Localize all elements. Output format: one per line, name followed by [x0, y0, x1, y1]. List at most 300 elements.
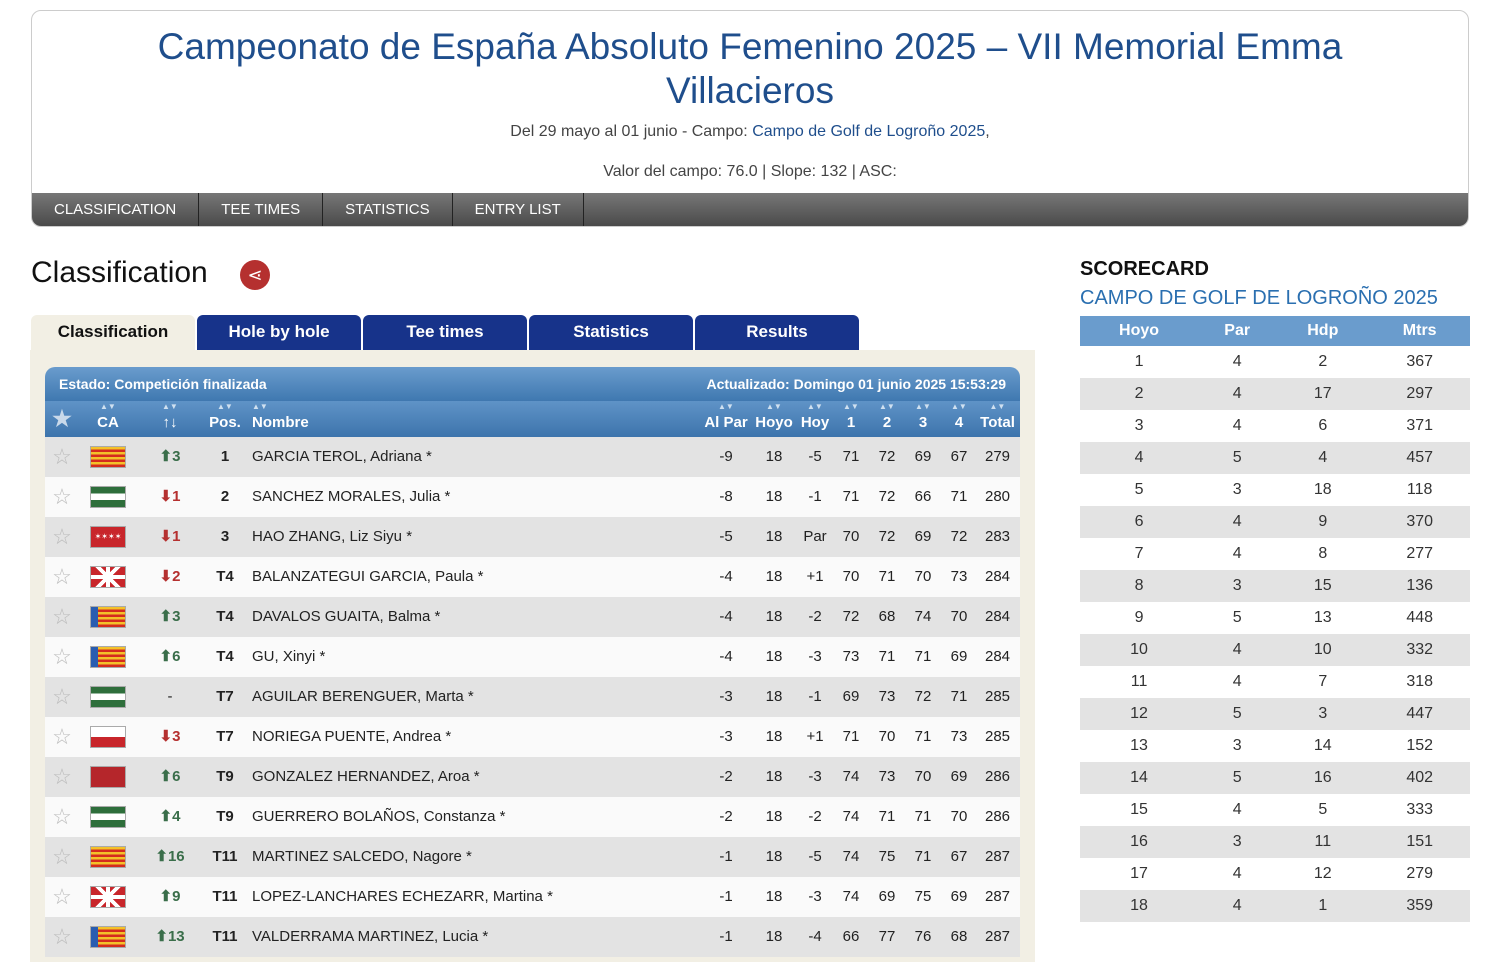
scorecard-cell: 9	[1276, 506, 1369, 538]
cell-r1: 71	[842, 488, 860, 505]
table-row[interactable]	[45, 717, 1020, 757]
scorecard-row	[1080, 506, 1470, 538]
scorecard-cell: 136	[1369, 570, 1470, 602]
scorecard-cell: 16	[1080, 826, 1198, 858]
position-change: ⬆3	[159, 448, 181, 465]
leaderboard-table	[45, 367, 1020, 957]
table-row[interactable]	[45, 437, 1020, 477]
table-row[interactable]	[45, 477, 1020, 517]
position-change: ⬆13	[155, 928, 185, 945]
scorecard-cell: 332	[1369, 634, 1470, 666]
cell-topar: -4	[719, 568, 733, 585]
tabs	[31, 315, 859, 351]
cell-topar: -3	[719, 688, 733, 705]
scorecard-cell: 1	[1276, 890, 1369, 922]
sort-icon[interactable]: ▲▼	[843, 402, 859, 411]
favorite-star-icon[interactable]: ☆	[52, 844, 72, 869]
position-change: ⬇3	[159, 728, 181, 745]
tab-results[interactable]: Results	[695, 315, 859, 351]
scorecard-cell: 8	[1080, 570, 1198, 602]
favorite-star-icon[interactable]: ☆	[52, 484, 72, 509]
tab-classification[interactable]: Classification	[31, 315, 195, 351]
move-value: 3	[172, 448, 181, 465]
scorecard-cell: 4	[1232, 417, 1242, 434]
table-row[interactable]	[45, 637, 1020, 677]
scorecard-cell: 6	[1318, 417, 1328, 434]
scorecard-table	[1080, 316, 1470, 922]
region-flag-icon	[90, 846, 126, 868]
scorecard-cell: 457	[1369, 442, 1470, 474]
scorecard-header: Hdp	[1276, 316, 1369, 346]
region-flag-icon	[90, 686, 126, 708]
cell-name[interactable]: NORIEGA PUENTE, Andrea *	[252, 728, 452, 745]
col-topar[interactable]: Al Par	[704, 414, 748, 431]
position-change: ⬆3	[159, 608, 181, 625]
scorecard-cell: 151	[1369, 826, 1470, 858]
share-icon[interactable]: ⋖	[240, 260, 270, 290]
scorecard-cell: 17	[1130, 865, 1148, 882]
scorecard-row	[1080, 346, 1470, 378]
cell-r1: 72	[842, 608, 860, 625]
scorecard-cell: 14	[1080, 762, 1198, 794]
cell-topar: -4	[719, 648, 733, 665]
sort-icon[interactable]: ▲▼	[879, 402, 895, 411]
scorecard-cell: 4	[1080, 442, 1198, 474]
scorecard-row	[1080, 698, 1470, 730]
cell-hole: 18	[765, 528, 783, 545]
scorecard-cell: 4	[1232, 545, 1242, 562]
position-change: ⬆9	[159, 888, 181, 905]
col-name[interactable]: Nombre	[252, 414, 309, 431]
cell-name[interactable]: GU, Xinyi *	[252, 648, 326, 665]
cell-r4: 71	[950, 688, 968, 705]
scorecard	[1080, 258, 1470, 922]
sort-icon[interactable]: ▲▼	[807, 402, 823, 411]
cell-hole: 18	[765, 448, 783, 465]
cell-today: -4	[808, 928, 822, 945]
table-row[interactable]	[45, 677, 1020, 717]
scorecard-cell: 4	[1198, 634, 1276, 666]
cell-r2: 73	[878, 688, 896, 705]
cell-r4: 67	[950, 848, 968, 865]
cell-today: Par	[803, 528, 827, 545]
cell-pos: T7	[216, 688, 234, 705]
scorecard-cell: 367	[1406, 353, 1434, 370]
nav-statistics[interactable]: STATISTICS	[323, 193, 452, 226]
cell-r4: 69	[950, 648, 968, 665]
cell-topar: -2	[719, 808, 733, 825]
cell-today: -1	[808, 688, 822, 705]
scorecard-row	[1080, 538, 1470, 570]
cell-r2: 71	[878, 648, 896, 665]
favorite-star-icon[interactable]: ☆	[52, 524, 72, 549]
scorecard-cell: 4	[1198, 506, 1276, 538]
scorecard-cell: 5	[1318, 801, 1328, 818]
cell-total: 280	[984, 488, 1011, 505]
cell-name[interactable]: AGUILAR BERENGUER, Marta *	[252, 688, 474, 705]
position-change: ⬇1	[159, 528, 181, 545]
cell-total: 287	[984, 928, 1011, 945]
favorite-star-icon[interactable]: ☆	[52, 684, 72, 709]
cell-r3: 69	[914, 448, 932, 465]
scorecard-cell: 18	[1313, 481, 1332, 498]
scorecard-row	[1080, 474, 1470, 506]
scorecard-header: Hoyo	[1080, 316, 1198, 346]
scorecard-cell: 1	[1134, 353, 1144, 370]
cell-total: 286	[984, 808, 1011, 825]
scorecard-cell: 370	[1369, 506, 1470, 538]
region-flag-icon	[90, 726, 126, 748]
cell-name[interactable]: SANCHEZ MORALES, Julia *	[252, 488, 451, 505]
move-value: 6	[172, 768, 181, 785]
cell-r4: 72	[950, 528, 968, 545]
cell-r2: 75	[878, 848, 896, 865]
sort-icon[interactable]: ▲▼	[718, 402, 734, 411]
cell-r2: 71	[878, 568, 896, 585]
scorecard-cell: 14	[1313, 737, 1332, 754]
cell-r1: 71	[842, 728, 860, 745]
move-value: 16	[167, 848, 185, 865]
scorecard-cell: 11	[1130, 673, 1148, 690]
nav-entry-list[interactable]: ENTRY LIST	[453, 193, 584, 226]
cell-r3: 69	[914, 528, 932, 545]
cell-r2: 69	[878, 888, 896, 905]
cell-r4: 69	[950, 768, 968, 785]
favorite-star-icon[interactable]: ☆	[52, 444, 72, 469]
scorecard-header: Par	[1198, 316, 1276, 346]
sort-icon[interactable]: ▲▼	[951, 402, 967, 411]
scorecard-cell: 11	[1276, 826, 1369, 858]
scorecard-cell: 371	[1406, 417, 1434, 434]
table-row[interactable]	[45, 877, 1020, 917]
cell-r1: 70	[842, 528, 860, 545]
favorite-star-icon[interactable]: ☆	[52, 604, 72, 629]
cell-hole: 18	[765, 888, 783, 905]
favorite-star-icon[interactable]: ☆	[52, 644, 72, 669]
scorecard-title: SCORECARD	[1080, 258, 1209, 280]
scorecard-cell: 5	[1134, 481, 1144, 498]
move-value: 9	[172, 888, 181, 905]
cell-hole: 18	[765, 568, 783, 585]
table-header	[45, 401, 1020, 437]
cell-r3: 71	[914, 728, 932, 745]
region-flag-icon	[90, 646, 126, 668]
scorecard-row	[1080, 730, 1470, 762]
tab-hole-by-hole[interactable]: Hole by hole	[197, 315, 361, 351]
cell-topar: -8	[719, 488, 733, 505]
cell-r2: 73	[878, 768, 896, 785]
cell-total: 284	[984, 568, 1011, 585]
cell-total: 285	[984, 688, 1011, 705]
scorecard-cell: 12	[1313, 865, 1332, 882]
col-r1[interactable]: 1	[846, 414, 856, 431]
move-value: 2	[172, 568, 181, 585]
col-r2[interactable]: 2	[882, 414, 892, 431]
scorecard-cell: 4	[1232, 801, 1242, 818]
cell-r1: 74	[842, 888, 860, 905]
cell-today: -1	[808, 488, 822, 505]
favorite-star-icon[interactable]: ☆	[52, 764, 72, 789]
scorecard-cell: 3	[1134, 417, 1144, 434]
cell-total: 287	[984, 848, 1011, 865]
cell-r4: 68	[950, 928, 968, 945]
scorecard-row	[1080, 602, 1470, 634]
col-hole[interactable]: Hoyo	[755, 414, 793, 431]
section-title: Classification	[31, 256, 208, 289]
cell-name[interactable]: LOPEZ-LANCHARES ECHEZARR, Martina *	[252, 888, 553, 905]
scorecard-row	[1080, 634, 1470, 666]
cell-today: +1	[806, 728, 824, 745]
cell-today: +1	[806, 568, 824, 585]
move-value: 1	[172, 528, 181, 545]
cell-r2: 72	[878, 448, 896, 465]
scorecard-cell: 8	[1318, 545, 1328, 562]
cell-pos: T11	[212, 848, 238, 865]
cell-r1: 66	[842, 928, 860, 945]
move-value: 13	[167, 928, 185, 945]
scorecard-row	[1080, 826, 1470, 858]
cell-pos: T9	[216, 808, 234, 825]
updated-text: Actualizado: Domingo 01 junio 2025 15:53:29	[706, 376, 1006, 392]
dates-text: Del 29 mayo al 01 junio - Campo:	[510, 123, 753, 140]
col-move[interactable]: ↑↓	[162, 414, 178, 431]
cell-r3: 70	[914, 568, 932, 585]
scorecard-cell: 4	[1198, 378, 1276, 410]
course-link[interactable]: Campo de Golf de Logroño 2025	[752, 123, 986, 140]
scorecard-cell: 10	[1276, 634, 1369, 666]
nav-tee-times[interactable]: TEE TIMES	[199, 193, 323, 226]
move-value: 3	[172, 728, 181, 745]
status-text: Estado: Competición finalizada	[59, 376, 267, 392]
cell-hole: 18	[765, 928, 783, 945]
cell-r2: 72	[878, 488, 896, 505]
cell-r2: 70	[878, 728, 896, 745]
cell-topar: -1	[719, 928, 733, 945]
sort-icon[interactable]: ▲▼	[989, 402, 1006, 411]
favorite-header-icon: ★	[52, 406, 72, 431]
cell-hole: 18	[765, 768, 783, 785]
cell-name[interactable]: BALANZATEGUI GARCIA, Paula *	[252, 568, 484, 585]
cell-topar: -5	[719, 528, 733, 545]
cell-r3: 71	[914, 808, 932, 825]
cell-today: -2	[808, 808, 822, 825]
cell-r1: 74	[842, 768, 860, 785]
cell-name[interactable]: MARTINEZ SALCEDO, Nagore *	[252, 848, 472, 865]
move-value: -	[167, 688, 173, 705]
cell-r4: 73	[950, 728, 968, 745]
position-change	[150, 677, 190, 717]
tab-statistics[interactable]: Statistics	[529, 315, 693, 351]
region-flag-icon	[90, 886, 126, 908]
cell-r3: 74	[914, 608, 932, 625]
cell-total: 285	[984, 728, 1011, 745]
scorecard-cell: 4	[1232, 865, 1242, 882]
table-row[interactable]	[45, 917, 1020, 957]
cell-hole: 18	[765, 688, 783, 705]
cell-topar: -3	[719, 728, 733, 745]
cell-total: 287	[984, 888, 1011, 905]
table-row[interactable]	[45, 757, 1020, 797]
col-total[interactable]: Total	[980, 414, 1015, 431]
cell-r4: 73	[950, 568, 968, 585]
cell-total: 284	[984, 608, 1011, 625]
scorecard-cell: 4	[1232, 673, 1242, 690]
favorite-star-icon[interactable]: ☆	[52, 724, 72, 749]
position-change: ⬆6	[159, 768, 181, 785]
cell-pos: T7	[216, 728, 234, 745]
scorecard-row	[1080, 570, 1470, 602]
sort-icon[interactable]: ▲▼	[100, 402, 116, 411]
cell-r2: 71	[878, 808, 896, 825]
course-rating: Valor del campo: 76.0 | Slope: 132 | ASC:	[603, 163, 897, 180]
position-change: ⬇1	[159, 488, 181, 505]
scorecard-header: Mtrs	[1369, 316, 1470, 346]
scorecard-cell: 18	[1080, 890, 1198, 922]
table-body	[45, 437, 1020, 957]
cell-name[interactable]: GARCIA TEROL, Adriana *	[252, 448, 432, 465]
cell-r1: 73	[842, 648, 860, 665]
col-r3[interactable]: 3	[918, 414, 928, 431]
region-flag-icon	[90, 806, 126, 828]
sort-icon[interactable]: ▲▼	[766, 402, 782, 411]
favorite-star-icon[interactable]: ☆	[52, 804, 72, 829]
course-suffix: ,	[985, 123, 990, 140]
favorite-star-icon[interactable]: ☆	[52, 564, 72, 589]
cell-today: -5	[808, 448, 822, 465]
col-today[interactable]: Hoy	[800, 414, 830, 431]
cell-hole: 18	[765, 488, 783, 505]
cell-r3: 75	[914, 888, 932, 905]
nav-classification[interactable]: CLASSIFICATION	[32, 193, 199, 226]
scorecard-cell: 13	[1313, 609, 1332, 626]
scorecard-cell: 5	[1198, 698, 1276, 730]
cell-total: 279	[984, 448, 1011, 465]
event-header	[31, 10, 1469, 227]
region-flag-icon	[90, 926, 126, 948]
scorecard-row	[1080, 410, 1470, 442]
col-ca[interactable]: CA	[97, 414, 119, 431]
table-row[interactable]	[45, 597, 1020, 637]
cell-topar: -2	[719, 768, 733, 785]
cell-pos: T11	[212, 888, 238, 905]
scorecard-row	[1080, 442, 1470, 474]
move-value: 1	[172, 488, 181, 505]
col-r4[interactable]: 4	[954, 414, 964, 431]
scorecard-cell: 359	[1369, 890, 1470, 922]
scorecard-cell: 7	[1134, 545, 1144, 562]
table-row[interactable]	[45, 517, 1020, 557]
scorecard-cell: 277	[1406, 545, 1434, 562]
cell-name[interactable]: GONZALEZ HERNANDEZ, Aroa *	[252, 768, 480, 785]
col-pos[interactable]: Pos.	[209, 414, 241, 431]
scorecard-cell: 13	[1130, 737, 1148, 754]
cell-r3: 76	[914, 928, 932, 945]
cell-pos: 1	[220, 448, 230, 465]
cell-r1: 69	[842, 688, 860, 705]
scorecard-cell: 118	[1406, 481, 1433, 498]
cell-r4: 71	[950, 488, 968, 505]
event-dates	[32, 123, 1468, 141]
position-change: ⬇2	[159, 568, 181, 585]
cell-pos: T9	[216, 768, 234, 785]
scorecard-cell: 3	[1276, 698, 1369, 730]
cell-hole: 18	[765, 848, 783, 865]
cell-total: 286	[984, 768, 1011, 785]
cell-r3: 66	[914, 488, 932, 505]
position-change: ⬆16	[155, 848, 185, 865]
cell-pos: T4	[216, 608, 234, 625]
scorecard-cell: 2	[1318, 353, 1328, 370]
region-flag-icon	[90, 446, 126, 468]
scorecard-cell: 15	[1130, 801, 1148, 818]
cell-r4: 70	[950, 608, 968, 625]
cell-name[interactable]: VALDERRAMA MARTINEZ, Lucia *	[252, 928, 489, 945]
classification-panel	[30, 350, 1035, 962]
scorecard-cell: 7	[1318, 673, 1328, 690]
cell-name[interactable]: GUERRERO BOLAÑOS, Constanza *	[252, 808, 506, 825]
sort-icon[interactable]: ▲▼	[162, 402, 178, 411]
scorecard-cell: 318	[1406, 673, 1434, 690]
move-value: 3	[172, 608, 181, 625]
table-row[interactable]	[45, 837, 1020, 877]
cell-r2: 68	[878, 608, 896, 625]
sort-icon[interactable]: ▲▼	[217, 402, 233, 411]
cell-topar: -9	[719, 448, 733, 465]
tab-tee-times[interactable]: Tee times	[363, 315, 527, 351]
scorecard-row	[1080, 794, 1470, 826]
move-value: 4	[172, 808, 181, 825]
cell-name[interactable]: DAVALOS GUAITA, Balma *	[252, 608, 441, 625]
cell-r1: 70	[842, 568, 860, 585]
scorecard-cell: 5	[1198, 762, 1276, 794]
sort-icon[interactable]: ▲▼	[915, 402, 931, 411]
cell-topar: -1	[719, 888, 733, 905]
move-value: 6	[172, 648, 181, 665]
scorecard-cell: 447	[1369, 698, 1470, 730]
favorite-star-icon[interactable]: ☆	[52, 924, 72, 949]
region-flag-icon	[90, 606, 126, 628]
table-row[interactable]	[45, 557, 1020, 597]
scorecard-cell: 448	[1406, 609, 1434, 626]
region-flag-icon	[90, 486, 126, 508]
scorecard-course: CAMPO DE GOLF DE LOGROÑO 2025	[1080, 287, 1438, 309]
favorite-star-icon[interactable]: ☆	[52, 884, 72, 909]
cell-r4: 67	[950, 448, 968, 465]
scorecard-cell: 10	[1080, 634, 1198, 666]
cell-r4: 69	[950, 888, 968, 905]
cell-today: -3	[808, 768, 822, 785]
scorecard-row	[1080, 378, 1470, 410]
table-row[interactable]	[45, 797, 1020, 837]
scorecard-cell: 3	[1232, 481, 1242, 498]
sort-icon[interactable]: ▲▼	[252, 402, 268, 411]
cell-today: -3	[808, 888, 822, 905]
scorecard-cell: 9	[1134, 609, 1144, 626]
scorecard-cell: 279	[1406, 865, 1434, 882]
cell-total: 284	[984, 648, 1011, 665]
scorecard-cell: 152	[1406, 737, 1434, 754]
scorecard-cell: 297	[1369, 378, 1470, 410]
cell-r4: 70	[950, 808, 968, 825]
scorecard-cell: 5	[1232, 609, 1242, 626]
cell-today: -3	[808, 648, 822, 665]
cell-pos: T4	[216, 648, 234, 665]
scorecard-cell: 17	[1276, 378, 1369, 410]
cell-name[interactable]: HAO ZHANG, Liz Siyu *	[252, 528, 413, 545]
cell-r3: 71	[914, 648, 932, 665]
cell-hole: 18	[765, 728, 783, 745]
scorecard-cell: 4	[1276, 442, 1369, 474]
